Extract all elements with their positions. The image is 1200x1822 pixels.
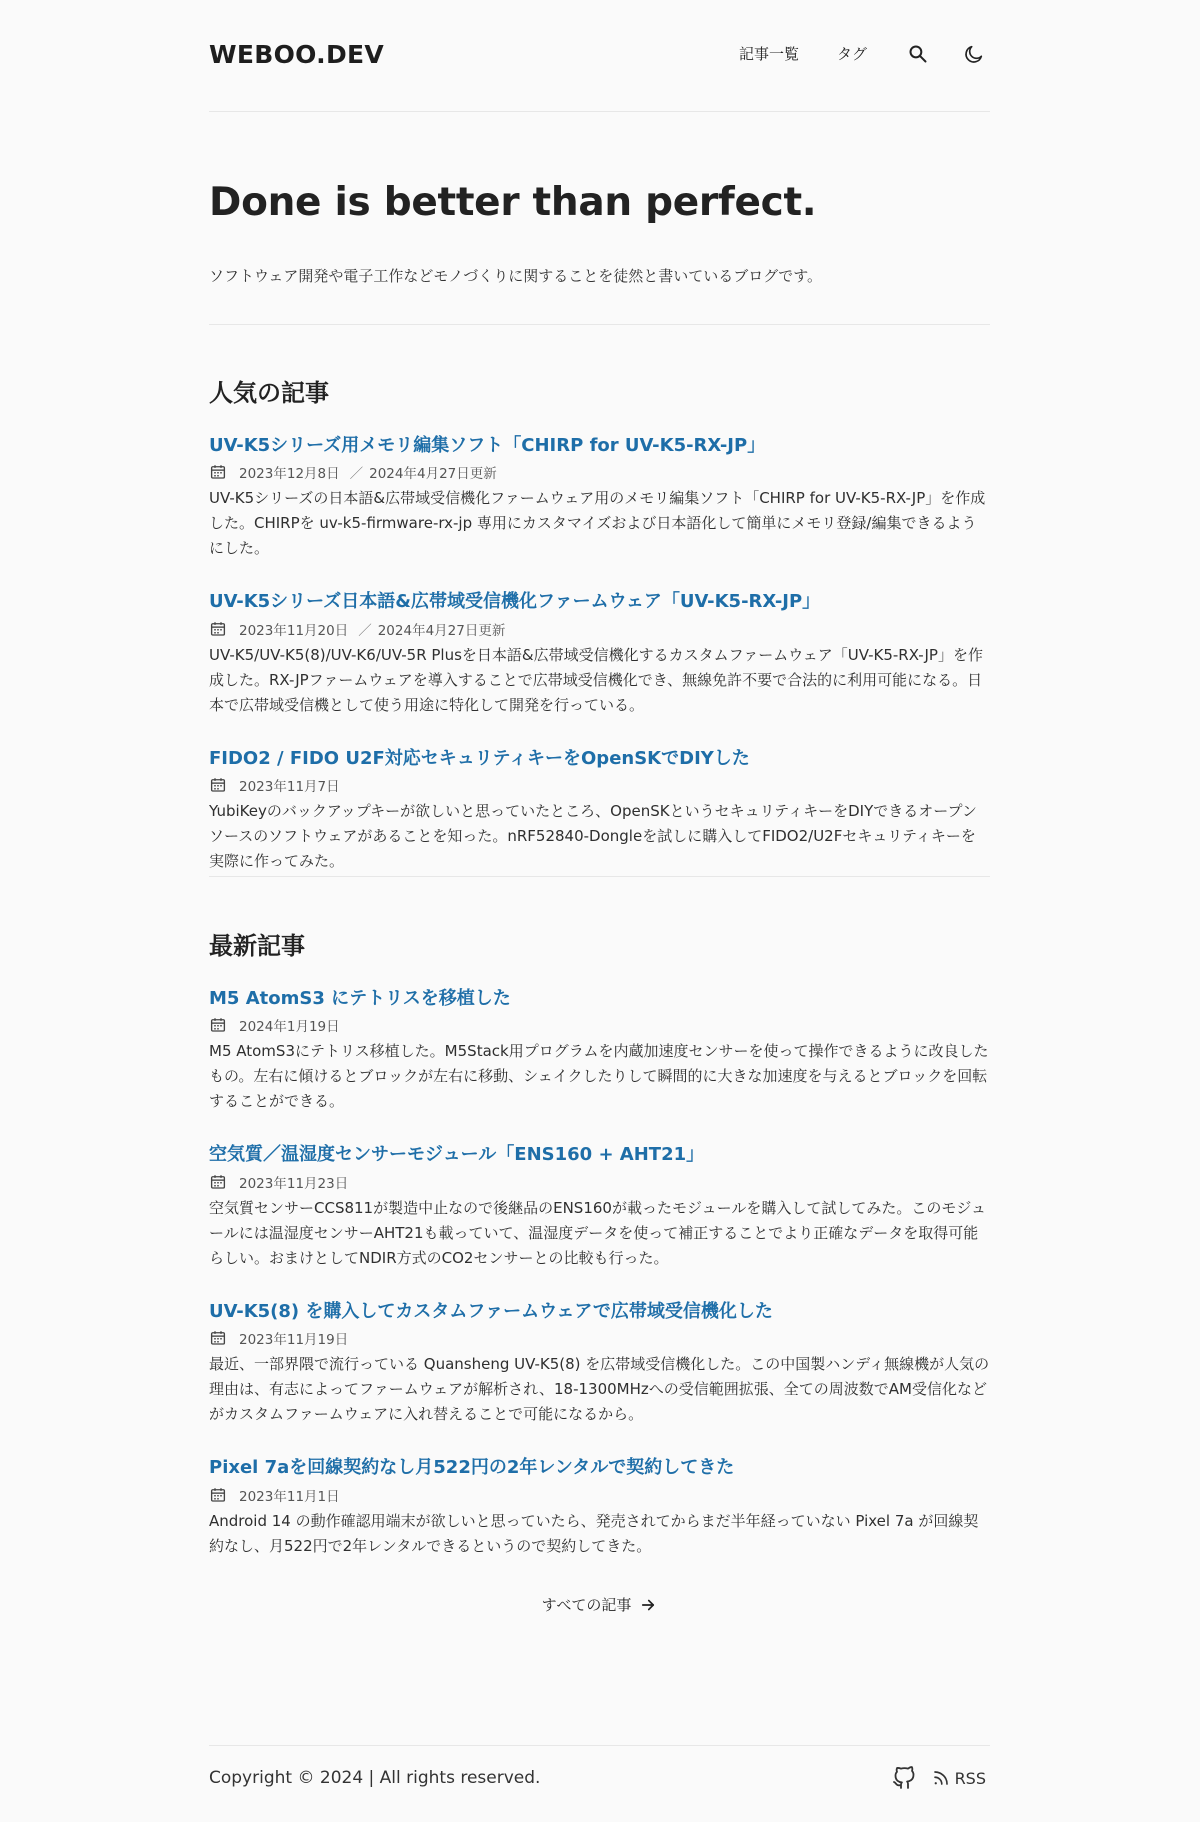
latest-title: 最新記事	[209, 932, 305, 960]
post-summary: UV-K5/UV-K5(8)/UV-K6/UV-5R Plusを日本語&広帯域受信機化するカスタムファームウェア「UV-K5-RX-JP」を作成した。RX-JPファームウェアを導入することで広帯域受信機化でき、無線免許不要で合法的に利用可能になる。日本で広帯域受信機として使う用途に特化して開発を行っている。	[209, 645, 983, 714]
calendar-icon	[209, 1486, 227, 1504]
post-title-link[interactable]: Pixel 7aを回線契約なし月522円の2年レンタルで契約してきた	[209, 1457, 735, 1479]
rss-icon	[932, 1769, 950, 1787]
hero-description: ソフトウェア開発や電子工作などモノづくりに関することを徒然と書いているブログです。	[209, 267, 823, 285]
post-meta	[209, 1486, 990, 1504]
popular-section	[209, 325, 990, 877]
post-item	[209, 987, 990, 1114]
latest-section	[209, 877, 990, 1617]
calendar-icon	[209, 1329, 227, 1347]
post-item	[209, 1300, 990, 1427]
nav-articles[interactable]: 記事一覧	[738, 45, 799, 63]
all-posts-row	[209, 1593, 990, 1617]
post-date: 2023年11月23日	[239, 1175, 349, 1192]
post-title-link[interactable]: M5 AtomS3 にテトリスを移植した	[209, 988, 511, 1009]
post-item	[209, 1143, 990, 1270]
post-updated: 2024年4月27日更新	[369, 466, 497, 483]
post-date: 2023年11月19日	[239, 1332, 349, 1349]
post-item	[209, 1456, 990, 1558]
post-meta	[209, 1173, 990, 1191]
post-date: 2023年12月8日	[239, 466, 340, 483]
post-title-link[interactable]: 空気質／温湿度センサーモジュール「ENS160 + AHT21」	[209, 1144, 705, 1166]
page-container	[209, 0, 990, 1788]
post-date: 2023年11月7日	[239, 779, 340, 796]
rss-label: RSS	[954, 1768, 986, 1788]
post-updated: 2024年4月27日更新	[377, 622, 506, 639]
post-date: 2023年11月1日	[239, 1488, 340, 1505]
post-meta	[209, 1329, 990, 1347]
post-item	[209, 747, 990, 874]
nav-tags[interactable]: タグ	[836, 45, 867, 63]
post-title-link[interactable]: UV-K5シリーズ日本語&広帯域受信機化ファームウェア「UV-K5-RX-JP」	[209, 591, 821, 613]
moon-icon[interactable]	[962, 42, 986, 66]
calendar-icon	[209, 1173, 227, 1191]
post-summary: 空気質センサーCCS811が製造中止なので後継品のENS160が載ったモジュールを購入して試してみた。このモジュールには温湿度センサーAHT21も載っていて、温湿度データを使って補正することでより正確なデータを取得可能らしい。おまけとしてNDIR方式のCO2センサーとの比較も行った。	[209, 1198, 987, 1267]
site-footer	[209, 1745, 990, 1822]
meta-separator: ／	[358, 622, 372, 639]
post-meta	[209, 776, 990, 794]
site-logo[interactable]: WEBOO.DEV	[209, 40, 385, 69]
post-item	[209, 434, 990, 561]
post-meta	[209, 1016, 990, 1034]
arrow-right-icon	[639, 1596, 657, 1614]
post-meta	[209, 620, 990, 638]
hero-section	[209, 112, 990, 325]
post-title-link[interactable]: FIDO2 / FIDO U2F対応セキュリティキーをOpenSKでDIYした	[209, 747, 750, 769]
search-icon[interactable]	[906, 42, 930, 66]
popular-title: 人気の記事	[209, 379, 329, 407]
post-item	[209, 590, 990, 717]
post-summary: YubiKeyのバックアップキーが欲しいと思っていたところ、OpenSKというセキュリティキーをDIYできるオープンソースのソフトウェアがあることを知った。nRF52840-Dongleを試しに購入してFIDO2/U2Fセキュリティキーを実際に作ってみた。	[209, 802, 977, 871]
rss-link[interactable]	[932, 1769, 986, 1788]
site-header	[209, 0, 990, 112]
post-date: 2024年1月19日	[239, 1019, 340, 1036]
calendar-icon	[209, 463, 227, 481]
calendar-icon	[209, 1016, 227, 1034]
post-summary: UV-K5シリーズの日本語&広帯域受信機化ファームウェア用のメモリ編集ソフト「CHIRP for UV-K5-RX-JP」を作成した。CHIRPを uv-k5-firmware-rx-jp 専用にカスタマイズおよび日本語化して簡単にメモリ登録/編集できるようにした。	[209, 489, 986, 558]
post-summary: 最近、一部界隈で流行っている Quansheng UV-K5(8) を広帯域受信機化した。この中国製ハンディ無線機が人気の理由は、有志によってファームウェアが解析され、18-1300MHzへの受信範囲拡張、全ての周波数でAM受信化などがカスタムファームウェアに入れ替えることで可能になるから。	[209, 1355, 990, 1424]
meta-separator: ／	[349, 466, 364, 483]
github-icon[interactable]	[892, 1766, 916, 1790]
post-summary: Android 14 の動作確認用端末が欲しいと思っていたら、発売されてからまだ半年経っていない Pixel 7a が回線契約なし、月522円で2年レンタルできるというので契約してきた。	[209, 1511, 979, 1555]
post-title-link[interactable]: UV-K5シリーズ用メモリ編集ソフト「CHIRP for UV-K5-RX-JP」	[209, 435, 766, 456]
post-title-link[interactable]: UV-K5(8) を購入してカスタムファームウェアで広帯域受信機化した	[209, 1300, 773, 1322]
copyright-text: Copyright © 2024 | All rights reserved.	[209, 1768, 541, 1788]
post-summary: M5 AtomS3にテトリス移植した。M5Stack用プログラムを内蔵加速度センサーを使って操作できるように改良したもの。左右に傾けるとブロックが左右に移動、シェイクしたりして瞬間的に大きな加速度を与えるとブロックを回転することができる。	[209, 1042, 989, 1111]
calendar-icon	[209, 776, 227, 794]
main-nav	[739, 42, 990, 66]
calendar-icon	[209, 620, 227, 638]
post-date: 2023年11月20日	[239, 622, 349, 639]
post-meta	[209, 463, 990, 481]
hero-title: Done is better than perfect.	[209, 180, 817, 225]
all-posts-link[interactable]	[542, 1594, 658, 1615]
footer-links	[892, 1766, 990, 1790]
all-posts-label: すべての記事	[541, 1596, 632, 1615]
